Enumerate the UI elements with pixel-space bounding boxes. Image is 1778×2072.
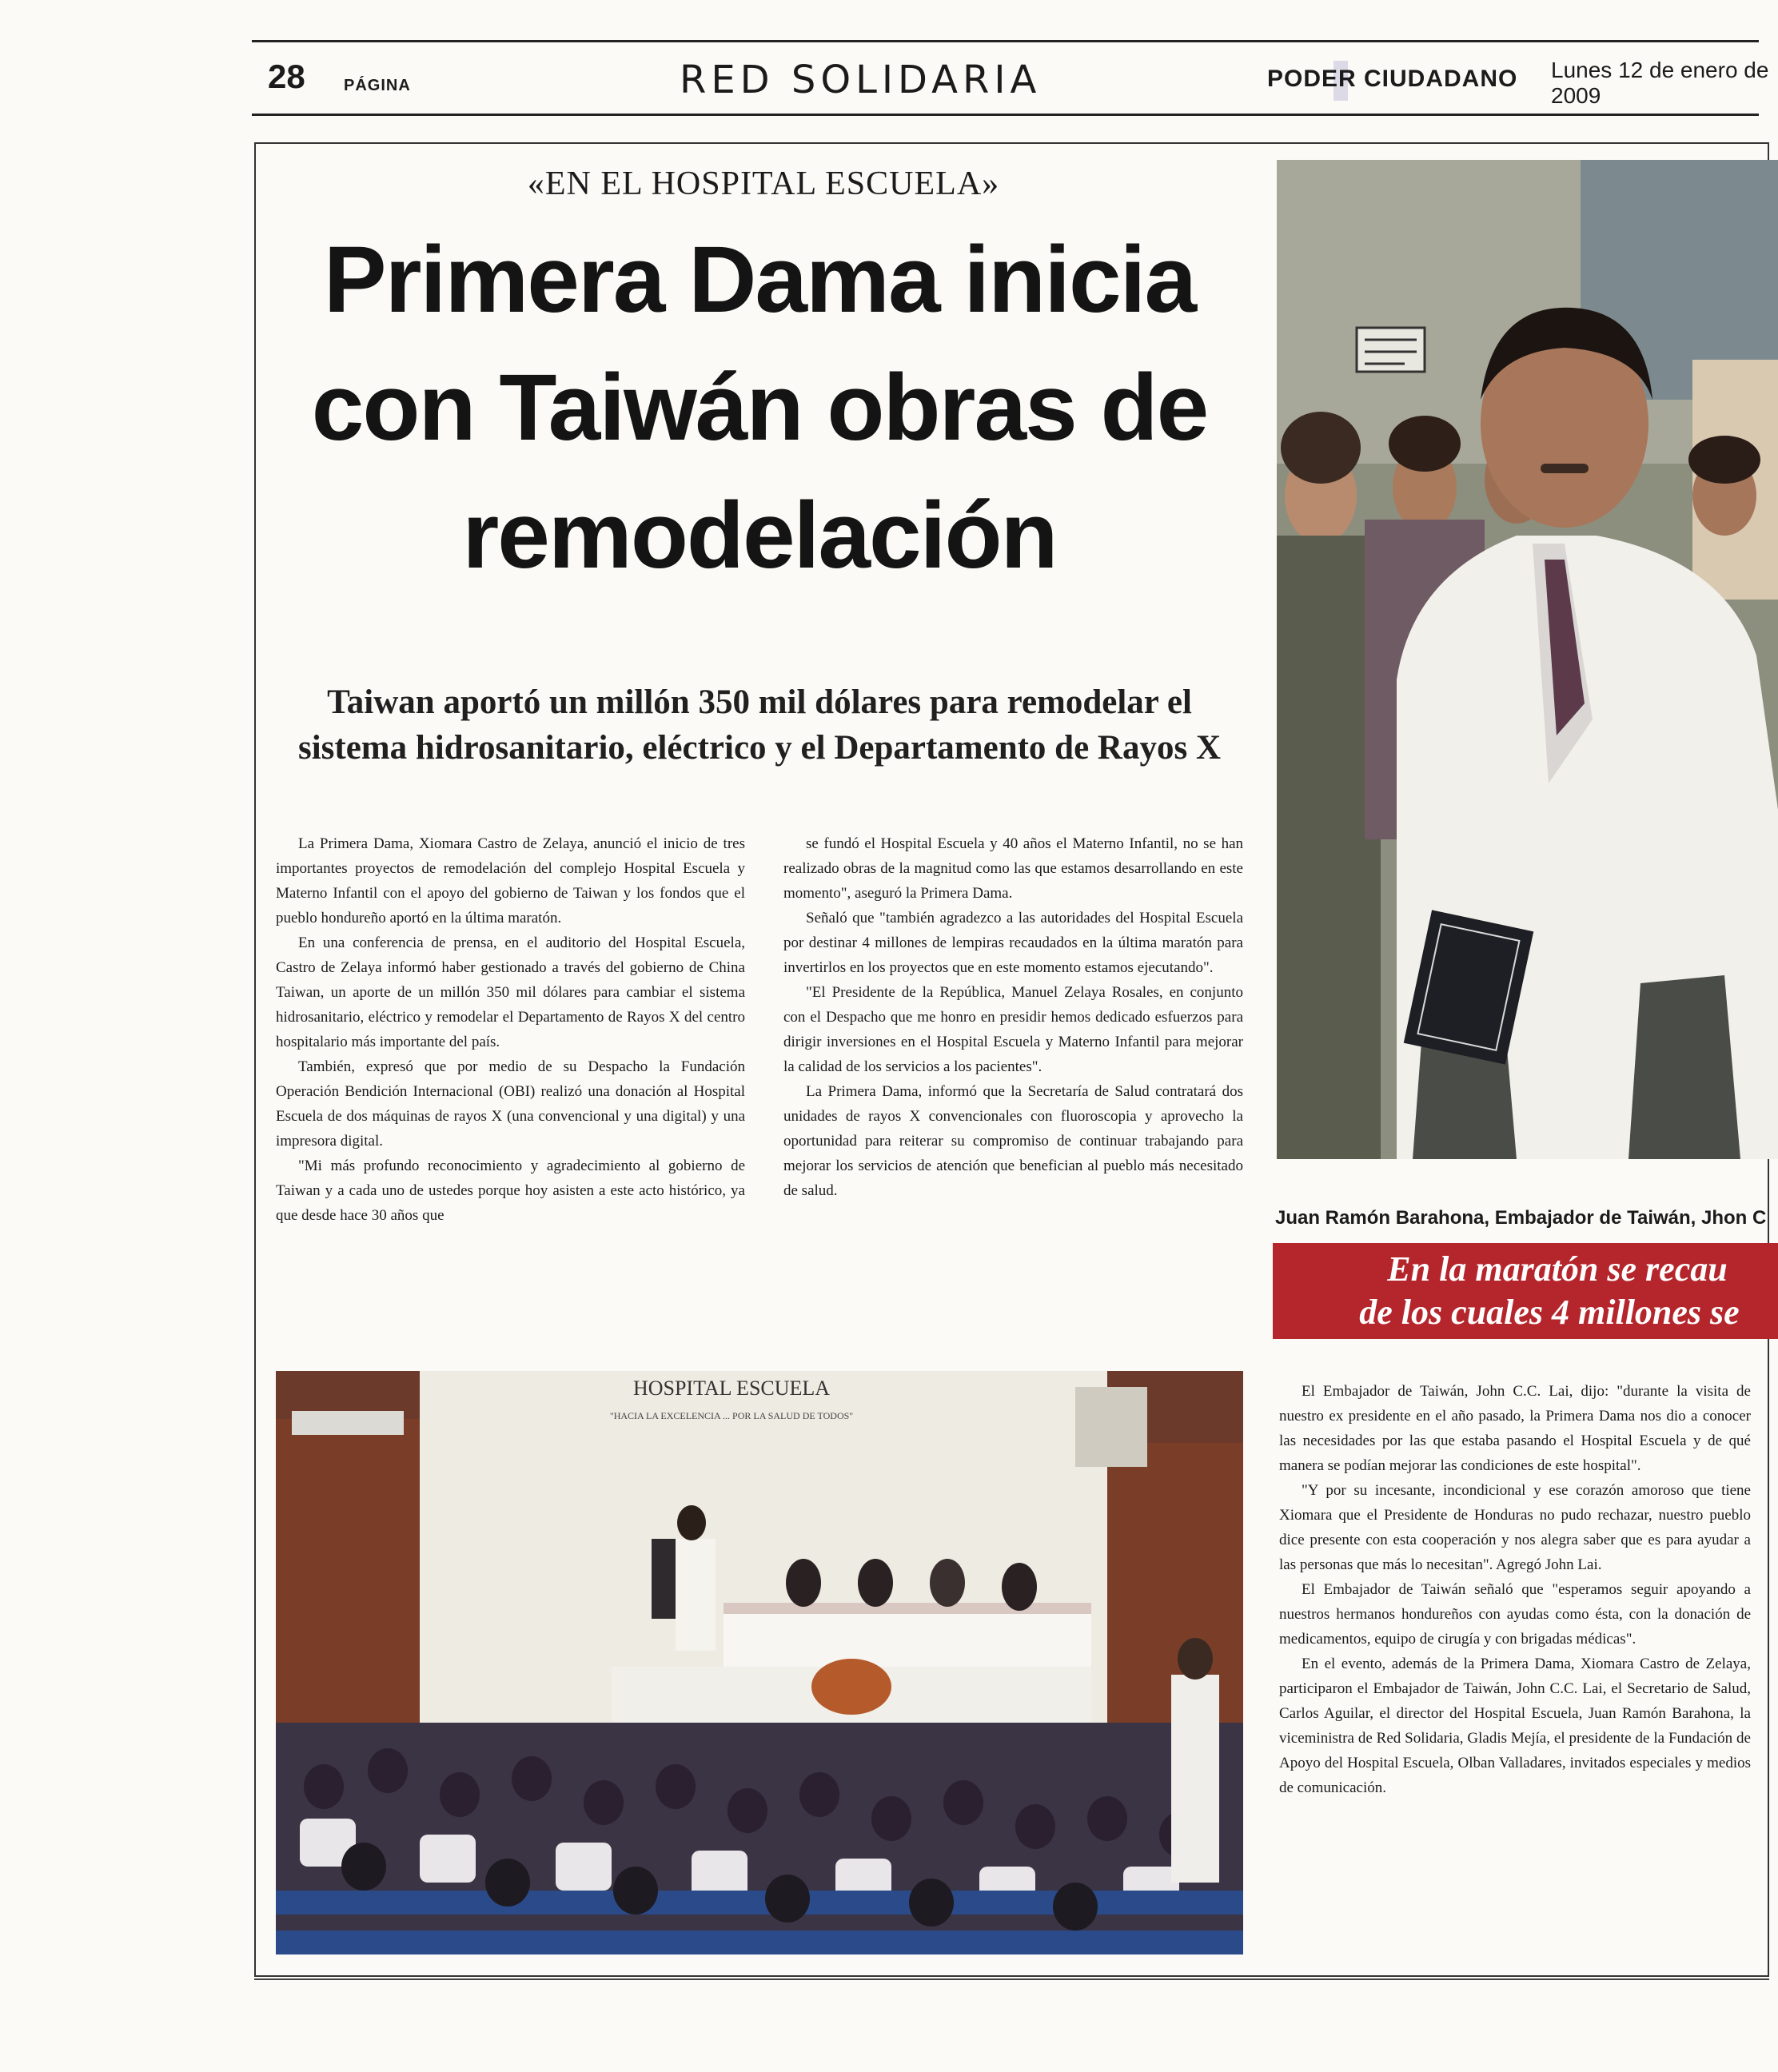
paragraph: La Primera Dama, informó que la Secretaría de Salud contratará dos unidades de rayos X convencionales con fluoroscopia y aprovecho la oportunidad para reiterar su compromiso de continuar trabajando para mejorar los servicios de atención que benefician al pueblo más necesitado de salud. [783,1083,1243,1199]
header-top-rule [252,40,1759,42]
pull-quote-line-1: En la maratón se recau [1387,1249,1728,1289]
portrait-photo [1277,160,1778,1159]
paragraph: se fundó el Hospital Escuela y 40 años el Materno Infantil, no se han realizado obras de la magnitud como las que estamos desarrollando en este momento", aseguró la Primera Dama. [783,835,1243,902]
paragraph: "Mi más profundo reconocimiento y agradecimiento al gobierno de Taiwan y a cada uno de ustedes porque hoy asisten a este acto histórico, ya que desde hace 30 años que [276,1158,745,1224]
portrait-photo-art [1277,160,1778,1159]
page-number: 28 [268,58,305,95]
pull-quote-banner [1273,1243,1778,1339]
paragraph: En una conferencia de prensa, en el auditorio del Hospital Escuela, Castro de Zelaya informó haber gestionado a través del gobierno de China Taiwan, un aporte de un millón 350 mil dólares para cambiar el sistema hidrosanitario, eléctrico y remodelar el Departamento de Rayos X del centro hospitalario más importante del país. [276,934,745,1050]
section-title: RED SOLIDARIA [680,58,1042,102]
issue-date: Lunes 12 de enero de 2009 [1551,58,1769,108]
paragraph: "Y por su incesante, incondicional y ese corazón amoroso que tiene Xiomara que el Presidente de Honduras no pudo rechazar, nuestro pueblo dice presente con esta cooperación y nos alegra saber que es para ayudar a las personas que más lo necesitan". Agregó John Lai. [1279,1482,1751,1573]
auditorium-sign-motto: "HACIA LA EXCELENCIA ... POR LA SALUD DE TODOS" [609,1410,854,1421]
paragraph: En el evento, además de la Primera Dama, Xiomara Castro de Zelaya, participaron el Embajador de Taiwán, John C.C. Lai, el Secretario de Salud, Carlos Aguilar, el director del Hospital Escuela, Juan Ramón Barahona, la viceministra de Red Solidaria, Gladis Mejía, el presidente de la Fundación de Apoyo del Hospital Escuela, Olban Valladares, invitados especiales y medios de comunicación. [1279,1656,1751,1796]
header-bottom-rule [252,114,1759,116]
article-headline: Primera Dama inicia con Taiwán obras de remodelación [311,227,1208,588]
page-label: PÁGINA [344,77,411,94]
auditorium-photo-art [276,1371,1243,1954]
photo-caption: Juan Ramón Barahona, Embajador de Taiwán, Jhon C [1275,1207,1767,1229]
auditorium-sign-title: HOSPITAL ESCUELA [632,1377,831,1400]
article-column-3 [1279,1379,1751,1800]
paragraph: "El Presidente de la República, Manuel Zelaya Rosales, en conjunto con el Despacho que me honro en presidir hemos dedicado esfuerzos para dirigir inversiones en el Hospital Escuela y Materno Infantil para mejorar la calidad de los servicios a los pacientes". [783,984,1243,1075]
paragraph: La Primera Dama, Xiomara Castro de Zelaya, anunció el inicio de tres importantes proyectos de remodelación del complejo Hospital Escuela y Materno Infantil con el apoyo del gobierno de Taiwan y los fondos que el pueblo hondureño aportó en la última maratón. [276,835,745,926]
article-deck: Taiwan aportó un millón 350 mil dólares para remodelar el sistema hidrosanitario, eléctrico y el Departamento de Rayos X [297,683,1222,767]
article-column-2 [783,831,1243,1203]
auditorium-photo [276,1371,1243,1954]
brand-name: PODER CIUDADANO [1267,66,1518,92]
paragraph: El Embajador de Taiwán, John C.C. Lai, dijo: "durante la visita de nuestro ex presidente en el año pasado, la Primera Dama nos dio a conocer las necesidades por las que estaba pasando el Hospital Escuela y de qué manera se podían mejorar las condiciones de este hospital". [1279,1383,1751,1474]
paragraph: Señaló que "también agradezco a las autoridades del Hospital Escuela por destinar 4 millones de lempiras recaudados en la última maratón para invertirlos en los proyectos que en este momento estamos ejecutando". [783,910,1243,976]
paragraph: También, expresó que por medio de su Despacho la Fundación Operación Bendición Internacional (OBI) realizó una donación al Hospital Escuela de dos máquinas de rayos X (una convencional y una digital) y una impresora digital. [276,1058,745,1150]
footer-rule [254,1978,1769,1980]
pull-quote-line-2: de los cuales 4 millones se [1359,1293,1740,1332]
article-column-1 [276,831,745,1228]
article-kicker: «EN EL HOSPITAL ESCUELA» [527,165,1000,202]
paragraph: El Embajador de Taiwán señaló que "esperamos seguir apoyando a nuestros hermanos hondureños con ayudas como ésta, con la donación de medicamentos, equipo de cirugía y con brigadas médicas". [1279,1581,1751,1648]
